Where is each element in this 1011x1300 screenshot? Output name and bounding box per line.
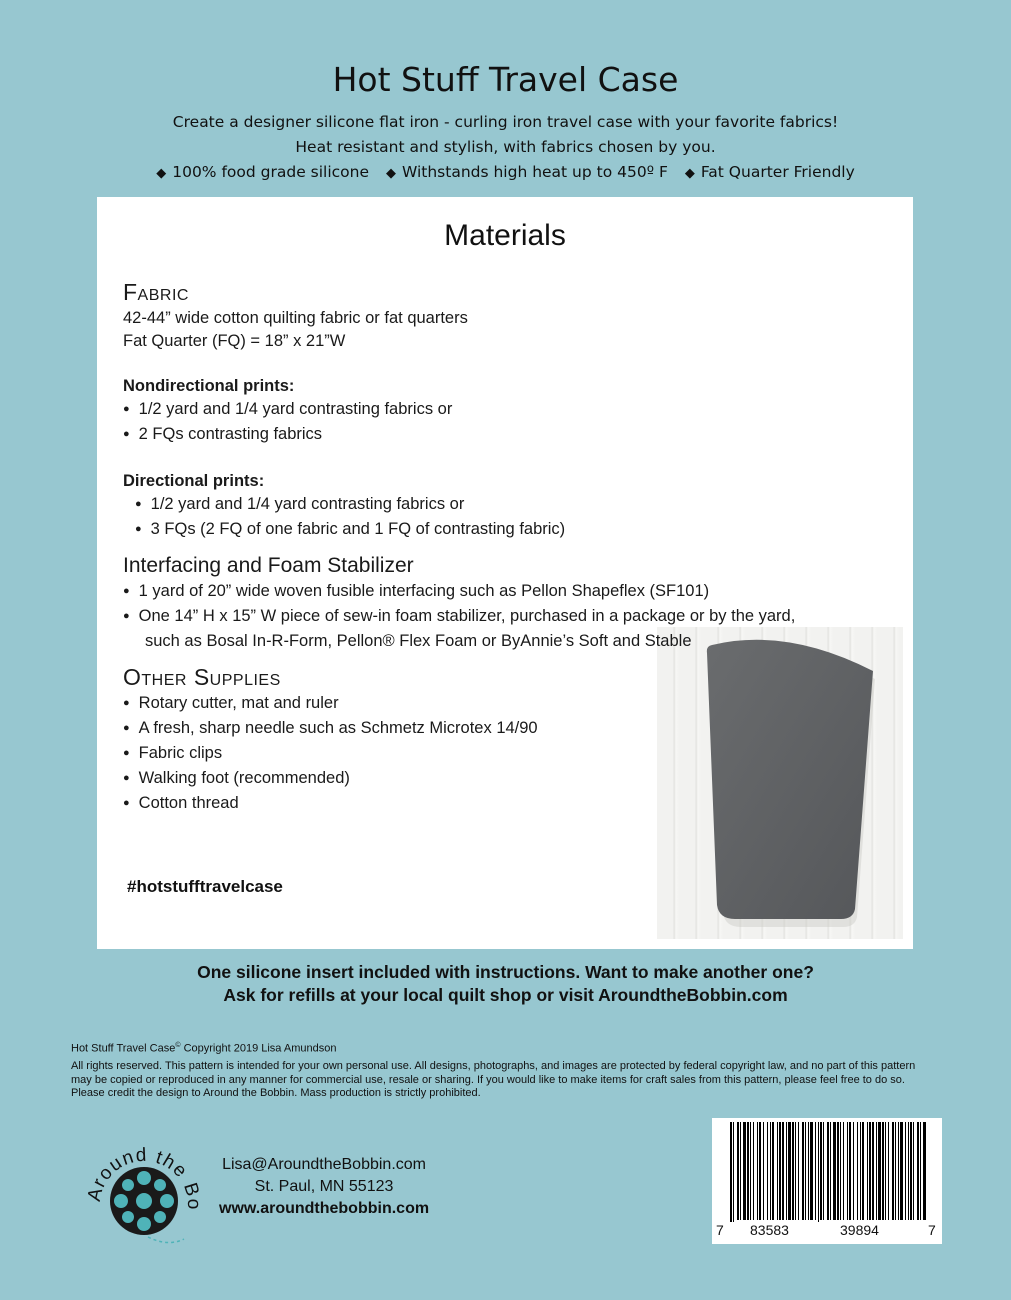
barcode-bar: [743, 1122, 746, 1220]
materials-panel: [97, 197, 913, 949]
barcode-bar: [810, 1122, 813, 1220]
barcode-digits: [712, 1222, 942, 1242]
barcode-bar: [847, 1122, 848, 1220]
nondirectional-heading: Nondirectional prints:: [123, 377, 295, 395]
refill-line-2: Ask for refills at your local quilt shop or visit AroundtheBobbin.com: [223, 985, 788, 1005]
bobbin-logo-icon: [78, 1105, 208, 1255]
barcode-digit-group: 7: [928, 1222, 936, 1238]
barcode-bar: [913, 1122, 914, 1220]
barcode-bar: [878, 1122, 881, 1220]
barcode-bar: [920, 1122, 921, 1220]
barcode-digit-group: 39894: [840, 1222, 879, 1238]
barcode-bar: [849, 1122, 851, 1220]
feature-label: Withstands high heat up to 450º F: [401, 163, 668, 181]
subtitle-line-2: Heat resistant and stylish, with fabrics chosen by you.: [295, 138, 716, 156]
contact-address: St. Paul, MN 55123: [254, 1178, 394, 1195]
barcode-bar: [792, 1122, 794, 1220]
barcode-bar: [892, 1122, 894, 1220]
barcode-bar: [805, 1122, 806, 1220]
diamond-icon: ◆: [156, 166, 167, 181]
barcode-bar: [867, 1122, 868, 1220]
materials-title: Materials: [444, 219, 566, 252]
feature-label: Fat Quarter Friendly: [700, 163, 855, 181]
barcode-bar: [779, 1122, 781, 1220]
list-item: ● 2 FQs contrasting fabrics: [123, 423, 883, 448]
barcode-bar: [737, 1122, 739, 1220]
hashtag: #hotstufftravelcase: [127, 877, 283, 896]
barcode-bar: [869, 1122, 871, 1220]
barcode-bar: [788, 1122, 791, 1220]
barcode-bar: [905, 1122, 906, 1220]
barcode-bar: [840, 1122, 841, 1220]
barcode-bar: [747, 1122, 749, 1220]
barcode-bar: [923, 1122, 926, 1220]
barcode-bar: [795, 1122, 796, 1220]
copyright-symbol: ©: [175, 1042, 181, 1049]
barcode-bar: [882, 1122, 884, 1220]
interfacing-heading: Interfacing and Foam Stabilizer: [123, 554, 414, 577]
barcode-bar: [730, 1122, 732, 1222]
barcode-bar: [763, 1122, 764, 1220]
barcode-bar: [833, 1122, 836, 1220]
barcode-bar: [767, 1122, 768, 1220]
barcode-bar: [888, 1122, 889, 1220]
barcode-bar: [808, 1122, 809, 1220]
subtitle-line-1: Create a designer silicone flat iron - curling iron travel case with your favorite fabrics!: [172, 113, 839, 131]
barcode-bar: [917, 1122, 919, 1220]
barcode-bar: [786, 1122, 787, 1220]
barcode-bar: [740, 1122, 741, 1220]
rights-notice: All rights reserved. This pattern is intended for your own personal use. All designs, photographs, and images are protected by federal copyright law, and no part of this pattern may be copied or reproduced in any manner for commercial use, resale or sharing. If you would like to make items for craft sales from this pattern, please feel free to do so. Please credit the design to Around the Bobbin. Mass production is strictly prohibited.: [71, 1060, 916, 1099]
barcode-bar: [827, 1122, 829, 1220]
refill-notice: [0, 961, 1011, 1007]
list-item: ● A fresh, sharp needle such as Schmetz Microtex 14/90: [123, 717, 883, 742]
barcode-bar: [860, 1122, 861, 1220]
barcode-bar: [759, 1122, 761, 1220]
barcode-bar: [733, 1122, 734, 1222]
barcode-digit-group: 7: [716, 1222, 724, 1238]
list-item: ● Cotton thread: [123, 792, 883, 817]
barcode-bar: [895, 1122, 896, 1220]
list-item: ● 1/2 yard and 1/4 yard contrasting fabrics or: [123, 493, 883, 518]
list-item: ● One 14” H x 15” W piece of sew-in foam stabilizer, purchased in a package or by the yard,: [123, 605, 883, 630]
barcode-bar: [876, 1122, 877, 1220]
barcode-bar: [823, 1122, 824, 1220]
barcode-bar: [802, 1122, 804, 1220]
barcode-bar: [885, 1122, 886, 1220]
copyright-line: [71, 1042, 336, 1055]
list-item: ● 3 FQs (2 FQ of one fabric and 1 FQ of contrasting fabric): [123, 518, 883, 543]
supplies-heading: Other Supplies: [123, 664, 281, 690]
barcode-bar: [753, 1122, 754, 1220]
barcode-bar: [830, 1122, 831, 1220]
barcode-bar: [908, 1122, 909, 1220]
barcode-bar: [862, 1122, 864, 1220]
barcode-bars: [712, 1118, 942, 1222]
contact-email: Lisa@AroundtheBobbin.com: [222, 1156, 426, 1173]
logo-text: Around the Bo: [83, 1144, 205, 1211]
materials-content: [123, 277, 883, 817]
barcode-bar: [750, 1122, 751, 1220]
feature-item: [386, 163, 668, 181]
barcode-bar: [782, 1122, 784, 1220]
page-title: Hot Stuff Travel Case: [332, 60, 679, 99]
feature-item: [685, 163, 855, 181]
barcode-bar: [853, 1122, 854, 1220]
feature-item: [156, 163, 369, 181]
list-item: ● 1/2 yard and 1/4 yard contrasting fabrics or: [123, 398, 883, 423]
list-item-continuation: such as Bosal In-R-Form, Pellon® Flex Foam or ByAnnie’s Soft and Stable: [145, 632, 692, 650]
contact-website: www.aroundthebobbin.com: [219, 1200, 430, 1217]
fabric-line: Fat Quarter (FQ) = 18” x 21”W: [123, 332, 346, 350]
copyright-text: Copyright 2019 Lisa Amundson: [180, 1042, 337, 1055]
barcode-bar: [910, 1122, 912, 1220]
barcode-bar: [770, 1122, 771, 1220]
barcode-bar: [798, 1122, 799, 1220]
list-item: ● Fabric clips: [123, 742, 883, 767]
barcode-bar: [820, 1122, 822, 1220]
barcode-bar: [777, 1122, 778, 1220]
barcode-bar: [843, 1122, 844, 1220]
feature-label: 100% food grade silicone: [172, 163, 370, 181]
fabric-line: 42-44” wide cotton quilting fabric or fat quarters: [123, 309, 468, 327]
directional-heading: Directional prints:: [123, 472, 265, 490]
barcode-bar: [815, 1122, 816, 1220]
barcode-bar: [898, 1122, 899, 1220]
barcode-digit-group: 83583: [750, 1222, 789, 1238]
barcode-bar: [872, 1122, 874, 1220]
list-item: ● Walking foot (recommended): [123, 767, 883, 792]
barcode-bar: [757, 1122, 758, 1220]
barcode-bar: [857, 1122, 858, 1220]
contact-info: [219, 1154, 429, 1220]
barcode-bar: [837, 1122, 839, 1220]
barcode-bar: [818, 1122, 819, 1222]
barcode: [712, 1118, 942, 1244]
copyright-title: Hot Stuff Travel Case: [71, 1042, 176, 1055]
diamond-icon: ◆: [385, 166, 396, 181]
list-item: ● 1 yard of 20” wide woven fusible interfacing such as Pellon Shapeflex (SF101): [123, 580, 883, 605]
barcode-bar: [900, 1122, 903, 1220]
list-item: ● Rotary cutter, mat and ruler: [123, 692, 883, 717]
feature-list: [0, 163, 1011, 181]
refill-line-1: One silicone insert included with instructions. Want to make another one?: [197, 962, 814, 982]
around-the-bobbin-logo: [78, 1105, 208, 1255]
diamond-icon: ◆: [684, 166, 695, 181]
barcode-bar: [772, 1122, 774, 1220]
fabric-heading: Fabric: [123, 279, 189, 305]
